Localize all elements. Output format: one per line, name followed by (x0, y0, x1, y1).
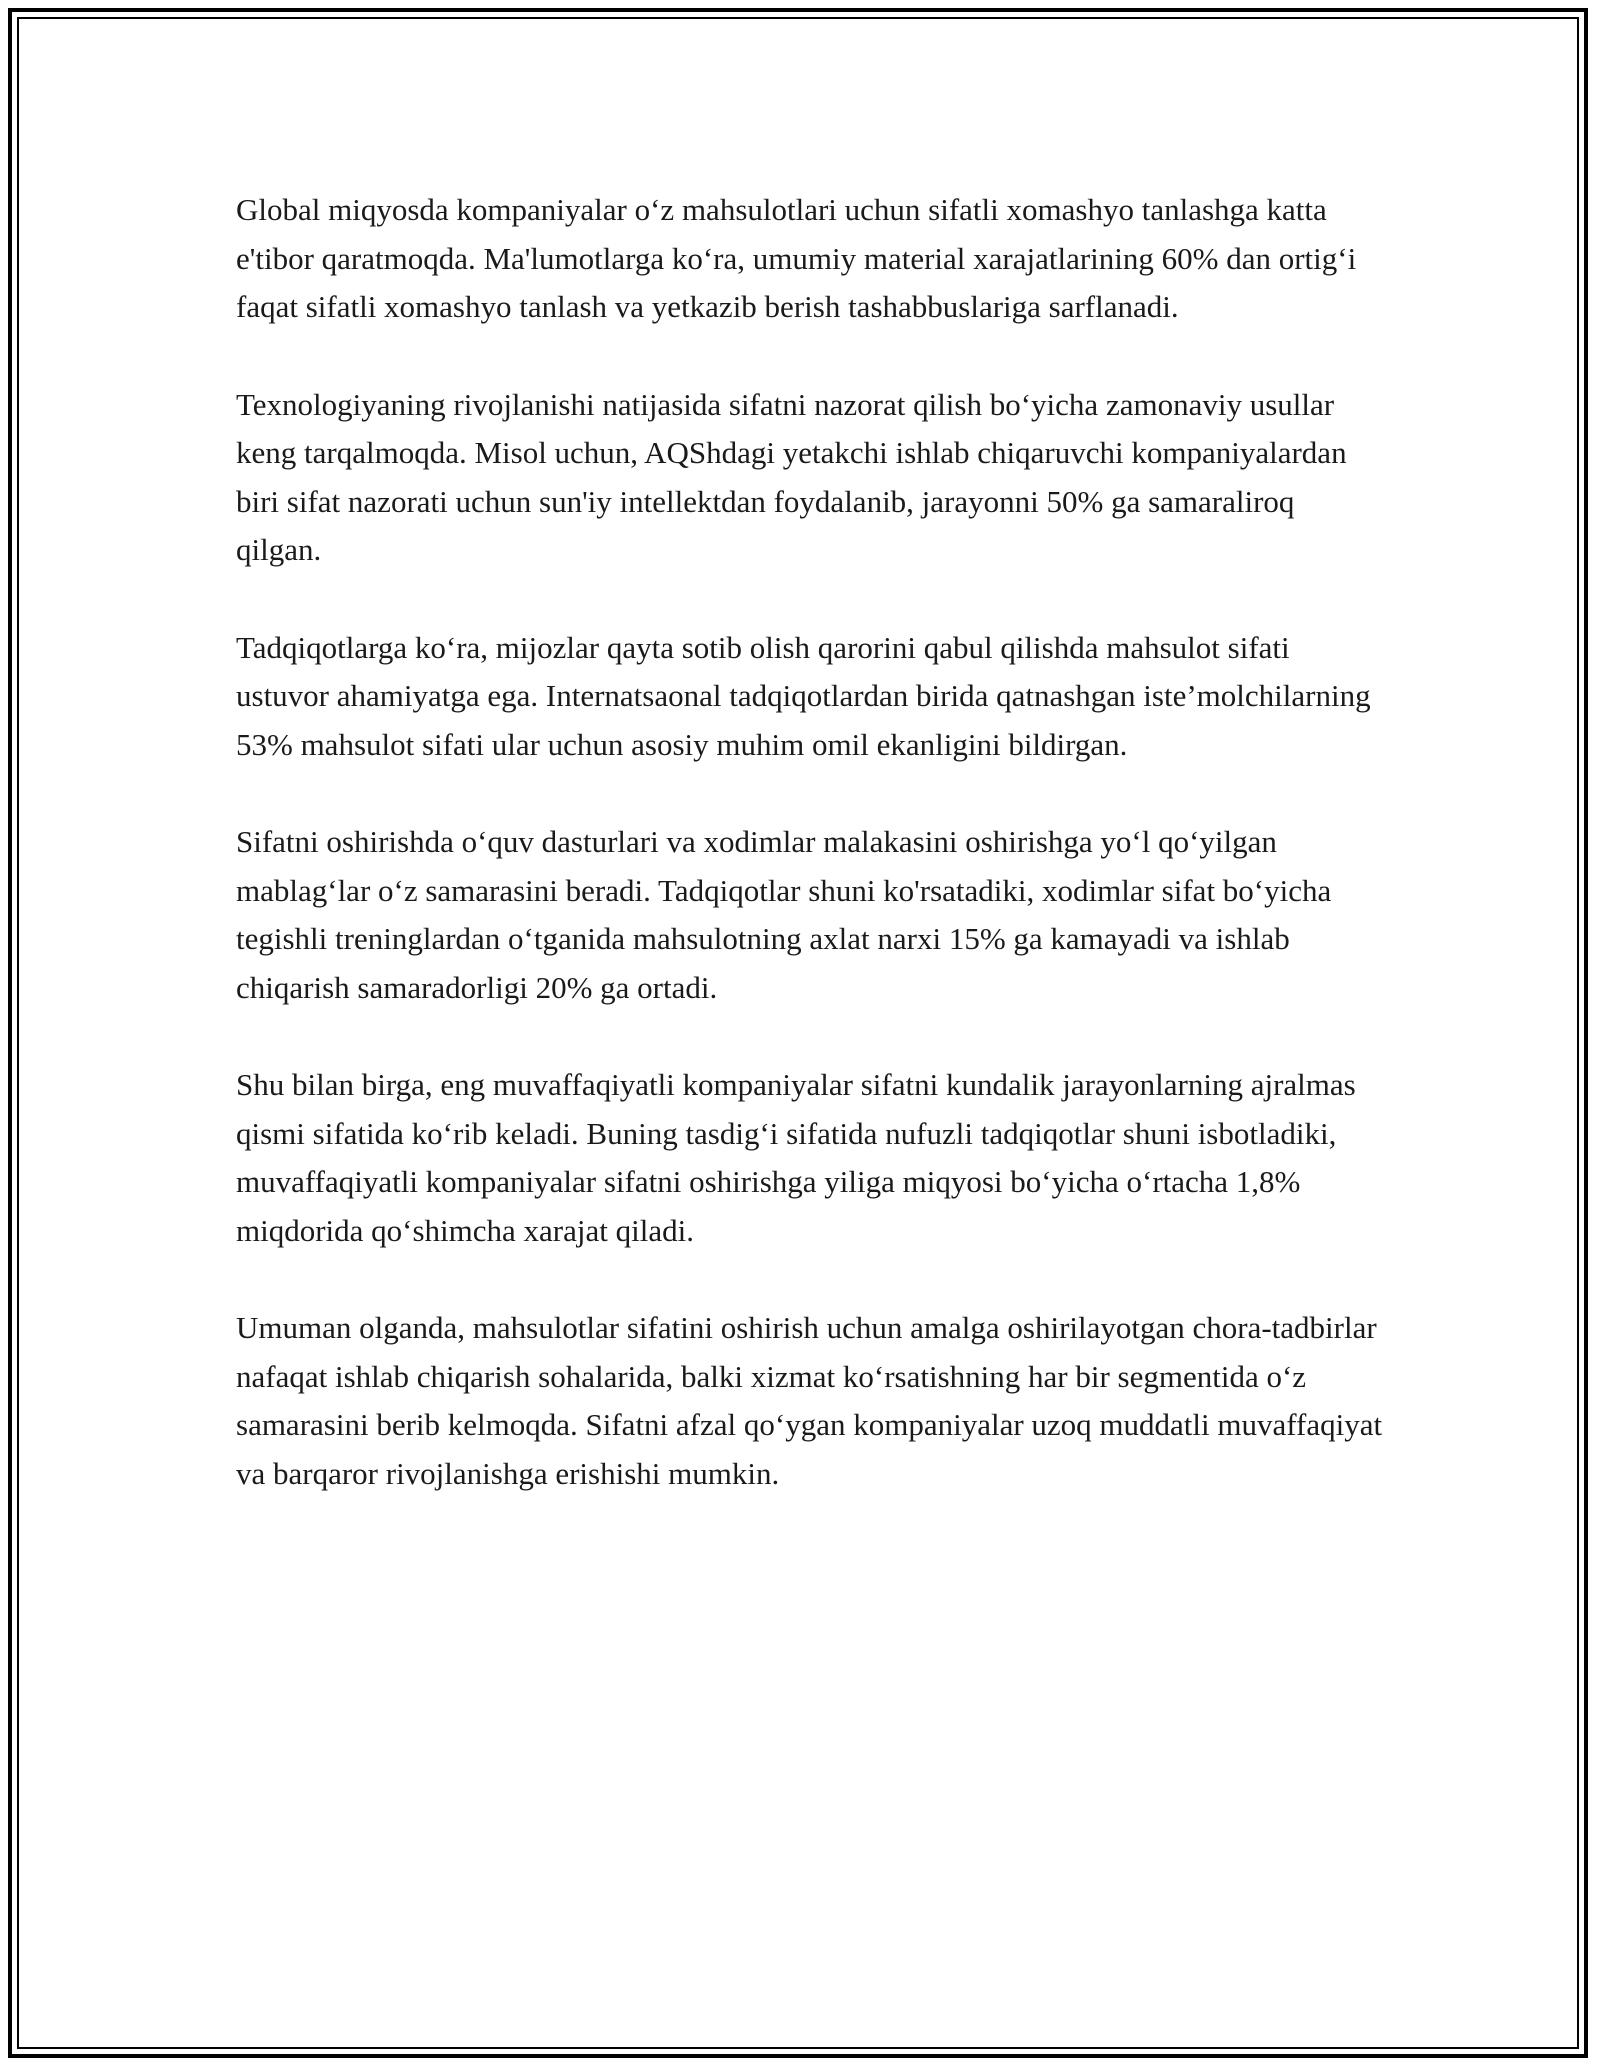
paragraph-2: Texnologiyaning rivojlanishi natijasida sifatni nazorat qilish bo‘yicha zamonaviy usullar keng tarqalmoqda. Misol uchun, AQShdagi yetakchi ishlab chiqaruvchi kompaniyalardan biri sifat nazorati uchun sun'iy intellektdan foydalanib, jarayonni 50% ga samaraliroq qilgan. (236, 386, 1347, 567)
paragraph-5: Shu bilan birga, eng muvaffaqiyatli kompaniyalar sifatni kundalik jarayonlarning ajralmas qismi sifatida ko‘rib keladi. Buning tasdig‘i sifatida nufuzli tadqiqotlar shuni isbotladiki, muvaffaqiyatli kompaniyalar sifatni oshirishga yiliga miqyosi bo‘yicha o‘rtacha 1,8% miqdorida qo‘shimcha xarajat qiladi. (236, 1067, 1356, 1248)
paragraph-1: Global miqyosda kompaniyalar o‘z mahsulotlari uchun sifatli xomashyo tanlashga katta e'tibor qaratmoqda. Ma'lumotlarga ko‘ra, umumiy material xarajatlarining 60% dan ortig‘i faqat sifatli xomashyo tanlash va yetkazib berish tashabbuslariga sarflanadi. (236, 192, 1357, 324)
paragraph-4: Sifatni oshirishda o‘quv dasturlari va xodimlar malakasini oshirishga yo‘l qo‘yilgan mablag‘lar o‘z samarasini beradi. Tadqiqotlar shuni ko'rsatadiki, xodimlar sifat bo‘yicha tegishli treninglardan o‘tganida mahsulotning axlat narxi 15% ga kamayadi va ishlab chiqarish samaradorligi 20% ga ortadi. (236, 824, 1332, 1005)
paragraph-3: Tadqiqotlarga ko‘ra, mijozlar qayta sotib olish qarorini qabul qilishda mahsulot sifati ustuvor ahamiyatga ega. Internatsaonal tadqiqotlardan birida qatnashgan iste’molchilarning 53% mahsulot sifati ular uchun asosiy muhim omil ekanligini bildirgan. (236, 629, 1371, 762)
paragraph-6: Umuman olganda, mahsulotlar sifatini oshirish uchun amalga oshirilayotgan chora-tadbirlar nafaqat ishlab chiqarish sohalarida, balki xizmat ko‘rsatishning har bir segmentida o‘z samarasini berib kelmoqda. Sifatni afzal qo‘ygan kompaniyalar uzoq muddatli muvaffaqiyat va barqaror rivojlanishga erishishi mumkin. (236, 1310, 1383, 1491)
document-body (236, 186, 1386, 1547)
